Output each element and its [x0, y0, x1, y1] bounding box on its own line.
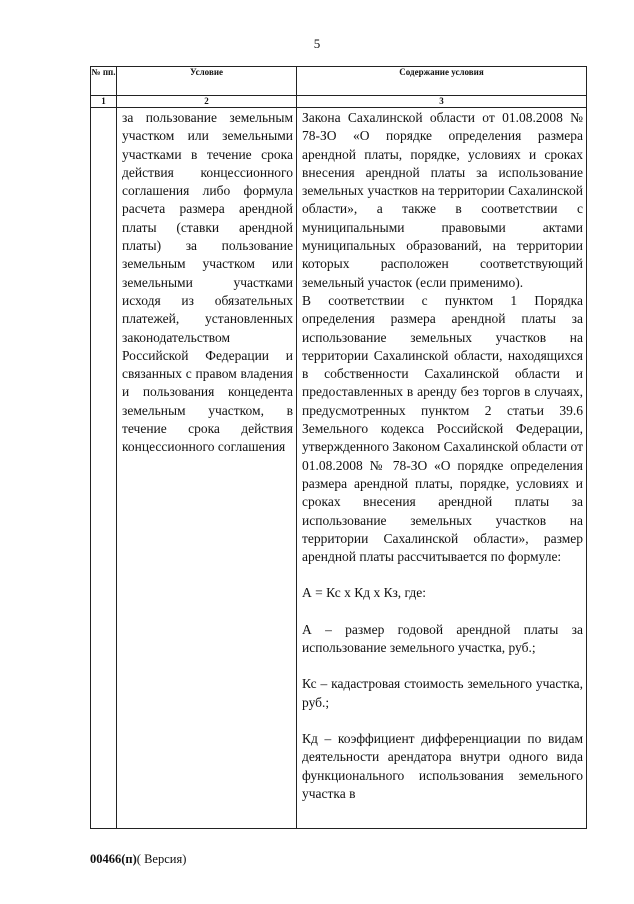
- content-paragraph-2: В соответствии с пунктом 1 Порядка определения размера арендной платы за использование земельных участков на территории Сахалинской области, находящихся в собственности Сахалинской области и предоставленных в аренду без торгов в случаях, предусмотренных пунктом 2 статьи 39.6 Земельного кодекса Российской Федерации, утвержденного Законом Сахалинской области от 01.08.2008 № 78-ЗО «О порядке определения размера арендной платы, порядке, условиях и сроках внесения арендной платы за использование земельных участков на территории Сахалинской области», размер арендной платы рассчитывается по формуле:: [302, 292, 583, 565]
- column-number-3: 3: [297, 96, 587, 108]
- column-number-row: [91, 96, 587, 108]
- header-condition: Условие: [117, 67, 297, 96]
- header-content: Содержание условия: [297, 67, 587, 96]
- row-number-cell: [91, 108, 117, 829]
- definition-kd: Кд – коэффициент дифференциации по видам деятельности арендатора внутри одного вида функционального использования земельного участка в: [302, 730, 583, 801]
- conditions-table: [90, 66, 587, 829]
- content-paragraph-1: Закона Сахалинской области от 01.08.2008 № 78-ЗО «О порядке определения размера арендной платы, порядке, условиях и сроках внесения арендной платы за использование земельных участков на территории Сахалинской области», а также в соответствии с муниципальными правовыми актами муниципальных образований, на территории которых расположен соответствующий земельный участок (если применимо).: [302, 110, 583, 290]
- header-number: № пп.: [91, 67, 117, 96]
- formula: А = Кс х Кд х Кз, где:: [302, 585, 427, 601]
- document-version: ( Версия): [136, 852, 187, 866]
- definition-kc: Кс – кадастровая стоимость земельного участка, руб.;: [302, 676, 583, 710]
- page-number: 5: [313, 36, 321, 51]
- condition-text: за пользование земельным участком или земельными участками в течение срока действия концессионного соглашения либо формула расчета размера арендной платы (ставки арендной платы) за пользование земельным участком или земельными участками исходя из обязательных платежей, установленных законодательством Российской Федерации и связанных с правом владения и пользования концедента земельным участком, в течение срока действия концессионного соглашения: [122, 110, 293, 455]
- document-code: 00466(п): [90, 852, 137, 866]
- table-header-row: [91, 67, 587, 96]
- column-number-1: 1: [91, 96, 117, 108]
- table-row: [91, 108, 587, 829]
- condition-cell: [117, 108, 297, 829]
- definition-a: А – размер годовой арендной платы за использование земельного участка, руб.;: [302, 621, 583, 656]
- content-cell: [297, 108, 587, 829]
- column-number-2: 2: [117, 96, 297, 108]
- footer: [90, 852, 186, 867]
